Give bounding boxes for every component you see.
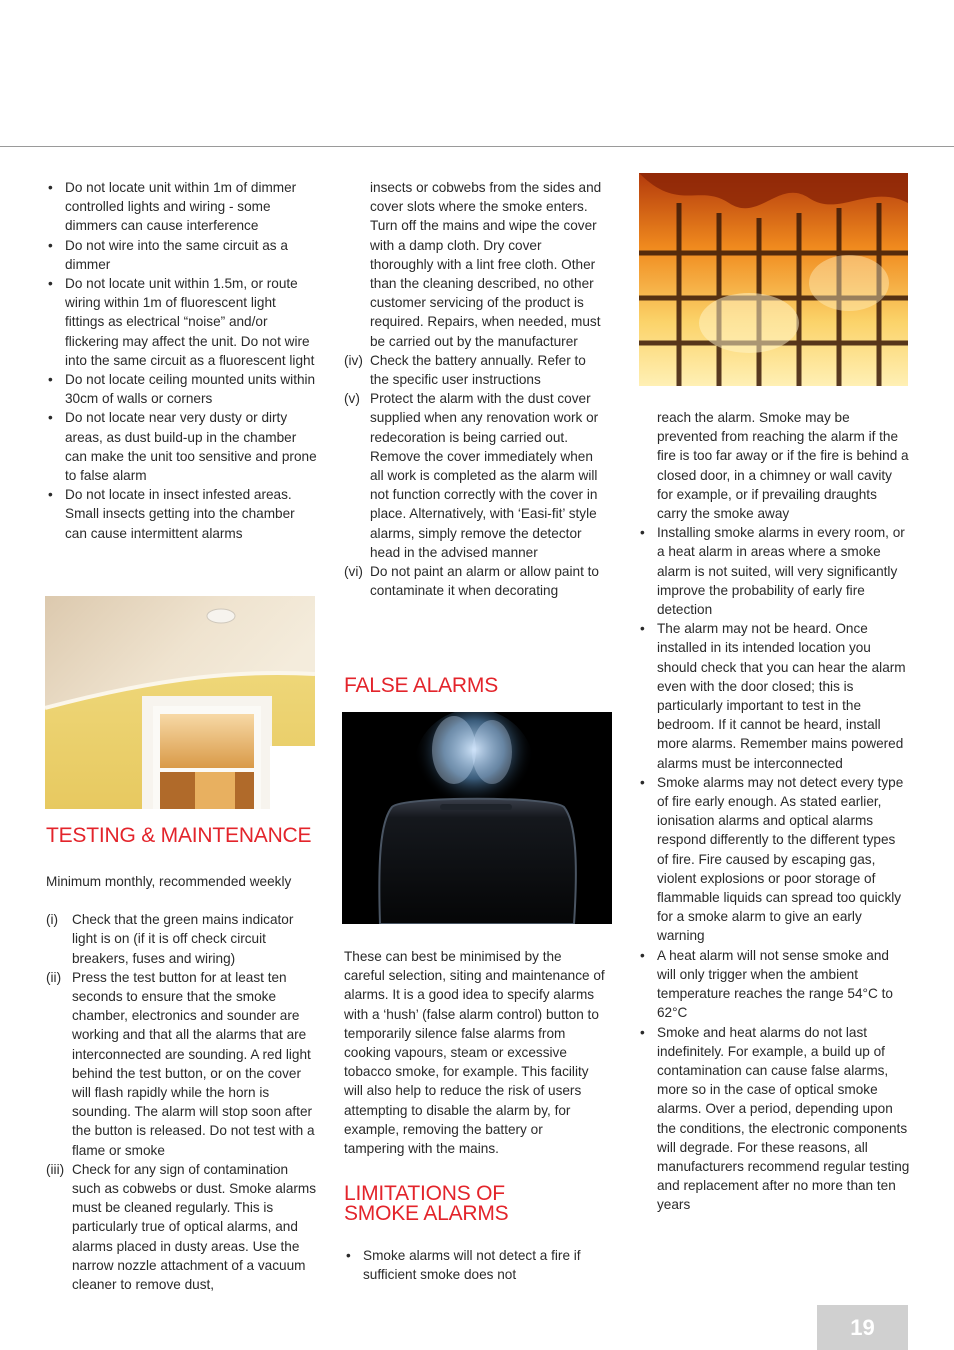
ceiling-smoke-alarm-photo <box>45 596 315 809</box>
step-text: Check that the green mains indicator light is on (if it is off check circuit breakers, fuses and wiring) <box>72 912 294 966</box>
step-continuation: insects or cobwebs from the sides and cover slots where the smoke enters. Turn off the mains and wipe the cover with a damp cloth. Dry cover thoroughly with a lint free cloth. Other than the cleaning described, no other customer servicing of the product is required. Repairs, when needed, must be carried out by the manufacturer <box>370 180 602 349</box>
list-item: • Do not wire into the same circuit as a dimmer <box>46 236 318 274</box>
testing-section <box>46 826 318 1294</box>
limitations-heading: LIMITATIONS OF SMOKE ALARMS <box>344 1182 509 1226</box>
list-item: • Installing smoke alarms in every room, or a heat alarm in areas where a smoke alarm is not suited, will very significantly improve the probability of early fire detection <box>638 523 910 619</box>
list-item: • The alarm may not be heard. Once installed in its intended location you should check that you can hear the alarm even with the door closed; this is particularly important to test in the bedroom. If it cannot be heard, install more alarms. Remember mains powered alarms must be interconnected <box>638 619 910 773</box>
limitations-bullet-list <box>344 1246 606 1284</box>
testing-steps-list <box>46 910 318 1294</box>
burning-window-photo <box>639 173 908 386</box>
limitations-bullet-list-continued <box>638 523 910 1214</box>
page-number: 19 <box>817 1305 908 1350</box>
column-right <box>638 408 910 1215</box>
step-number: (v) <box>344 391 360 407</box>
step-number: (vi) <box>344 564 363 580</box>
step-text: Do not paint an alarm or allow paint to contaminate it when decorating <box>370 564 599 599</box>
step-number: (i) <box>46 912 59 928</box>
list-item: • Do not locate near very dusty or dirty areas, as dust build-up in the chamber can make the unit too sensitive and prone to false alarm <box>46 408 318 485</box>
column-left <box>46 178 318 543</box>
siting-bullet-list <box>46 178 318 543</box>
step-text: Check the battery annually. Refer to the specific user instructions <box>370 352 586 388</box>
step-number: (iii) <box>46 1161 65 1177</box>
testing-heading: TESTING & MAINTENANCE <box>46 824 312 847</box>
limitations-continuation: reach the alarm. Smoke may be prevented from reaching the alarm if the fire is too far away or if the fire is behind a closed door, in a chimney or wall cavity for example, or if prevailing draughts carry the smoke away <box>657 410 909 522</box>
list-item: • A heat alarm will not sense smoke and will only trigger when the ambient temperature reaches the range 54°C to 62°C <box>638 946 910 1023</box>
step-text: Protect the alarm with the dust cover supplied when any renovation work or redecoration is being carried out. Remove the cover immediately when all work is completed as the alarm will not function correctly with the cover in place. Alternatively, with ‘Easi-fit’ style alarms, simply remove the detector head in the advised manner <box>370 391 599 560</box>
list-item: • Do not locate in insect infested areas. Small insects getting into the chamber can cause intermittent alarms <box>46 485 318 543</box>
list-item <box>46 968 318 1160</box>
list-item: • Smoke alarms may not detect every type of fire early enough. As stated earlier, ionisation alarms and optical alarms respond differently to the different types of fire. Fire caused by escaping gas, violent explosions or poor storage of flammable liquids can spread too quickly for a smoke alarm to give an early warning <box>638 773 910 946</box>
step-text: Press the test button for at least ten seconds to ensure that the smoke chamber, electronics and sounder are working and that all the alarms that are interconnected are sounding. A red light behind the test button, or on the cover will flash rapidly while the horn is sounding. The alarm will stop soon after the button is released. Do not test with a flame or smoke <box>72 969 315 1158</box>
false-alarms-text: These can best be minimised by the careful selection, siting and maintenance of alarms. It is a good idea to specify alarms with a ‘hush’ (false alarm control) button to temporarily silence false alarms from cooking vapours, steam or excessive tobacco smoke, for example. This facility will also help to reduce the risk of users attempting to disable the alarm by, for example, removing the battery or tampering with the mains. <box>344 949 605 1157</box>
list-item <box>344 562 606 600</box>
list-item: • Smoke alarms will not detect a fire if sufficient smoke does not <box>344 1246 606 1284</box>
testing-intro: Minimum monthly, recommended weekly <box>46 874 292 889</box>
list-item: • Smoke and heat alarms do not last indefinitely. For example, a build up of contamination can cause false alarms, more so in the case of optical smoke alarms. Over a period, depending upon the conditions, the electronic components will degrade. For these reasons, all manufacturers recommend regular testing and replacement after no more than ten years <box>638 1023 910 1215</box>
header-rule <box>0 146 954 147</box>
list-item <box>344 351 606 389</box>
list-item: • Do not locate ceiling mounted units within 30cm of walls or corners <box>46 370 318 408</box>
step-number: (ii) <box>46 969 62 985</box>
list-item <box>46 1160 318 1294</box>
step-text: Check for any sign of contamination such as cobwebs or dust. Smoke alarms must be cleaned regularly. This is particularly true of optical alarms, and alarms placed in dusty areas. Use the narrow nozzle attachment of a vacuum cleaner to remove dust, <box>72 1161 317 1293</box>
toaster-smoke-photo <box>342 712 612 924</box>
false-alarms-section <box>344 947 606 1285</box>
column-middle <box>344 178 606 600</box>
list-item: • Do not locate unit within 1m of dimmer controlled lights and wiring - some dimmers can cause interference <box>46 178 318 236</box>
step-number: (iv) <box>344 352 363 368</box>
testing-steps-list-continued <box>344 351 606 601</box>
list-item <box>344 389 606 562</box>
list-item: • Do not locate unit within 1.5m, or route wiring within 1m of fluorescent light fittings as electrical “noise” and/or flickering may affect the unit. Do not wire into the same circuit as a fluorescent light <box>46 274 318 370</box>
false-alarms-heading-block <box>344 676 610 696</box>
list-item <box>46 910 318 968</box>
false-alarms-heading: FALSE ALARMS <box>344 674 499 697</box>
